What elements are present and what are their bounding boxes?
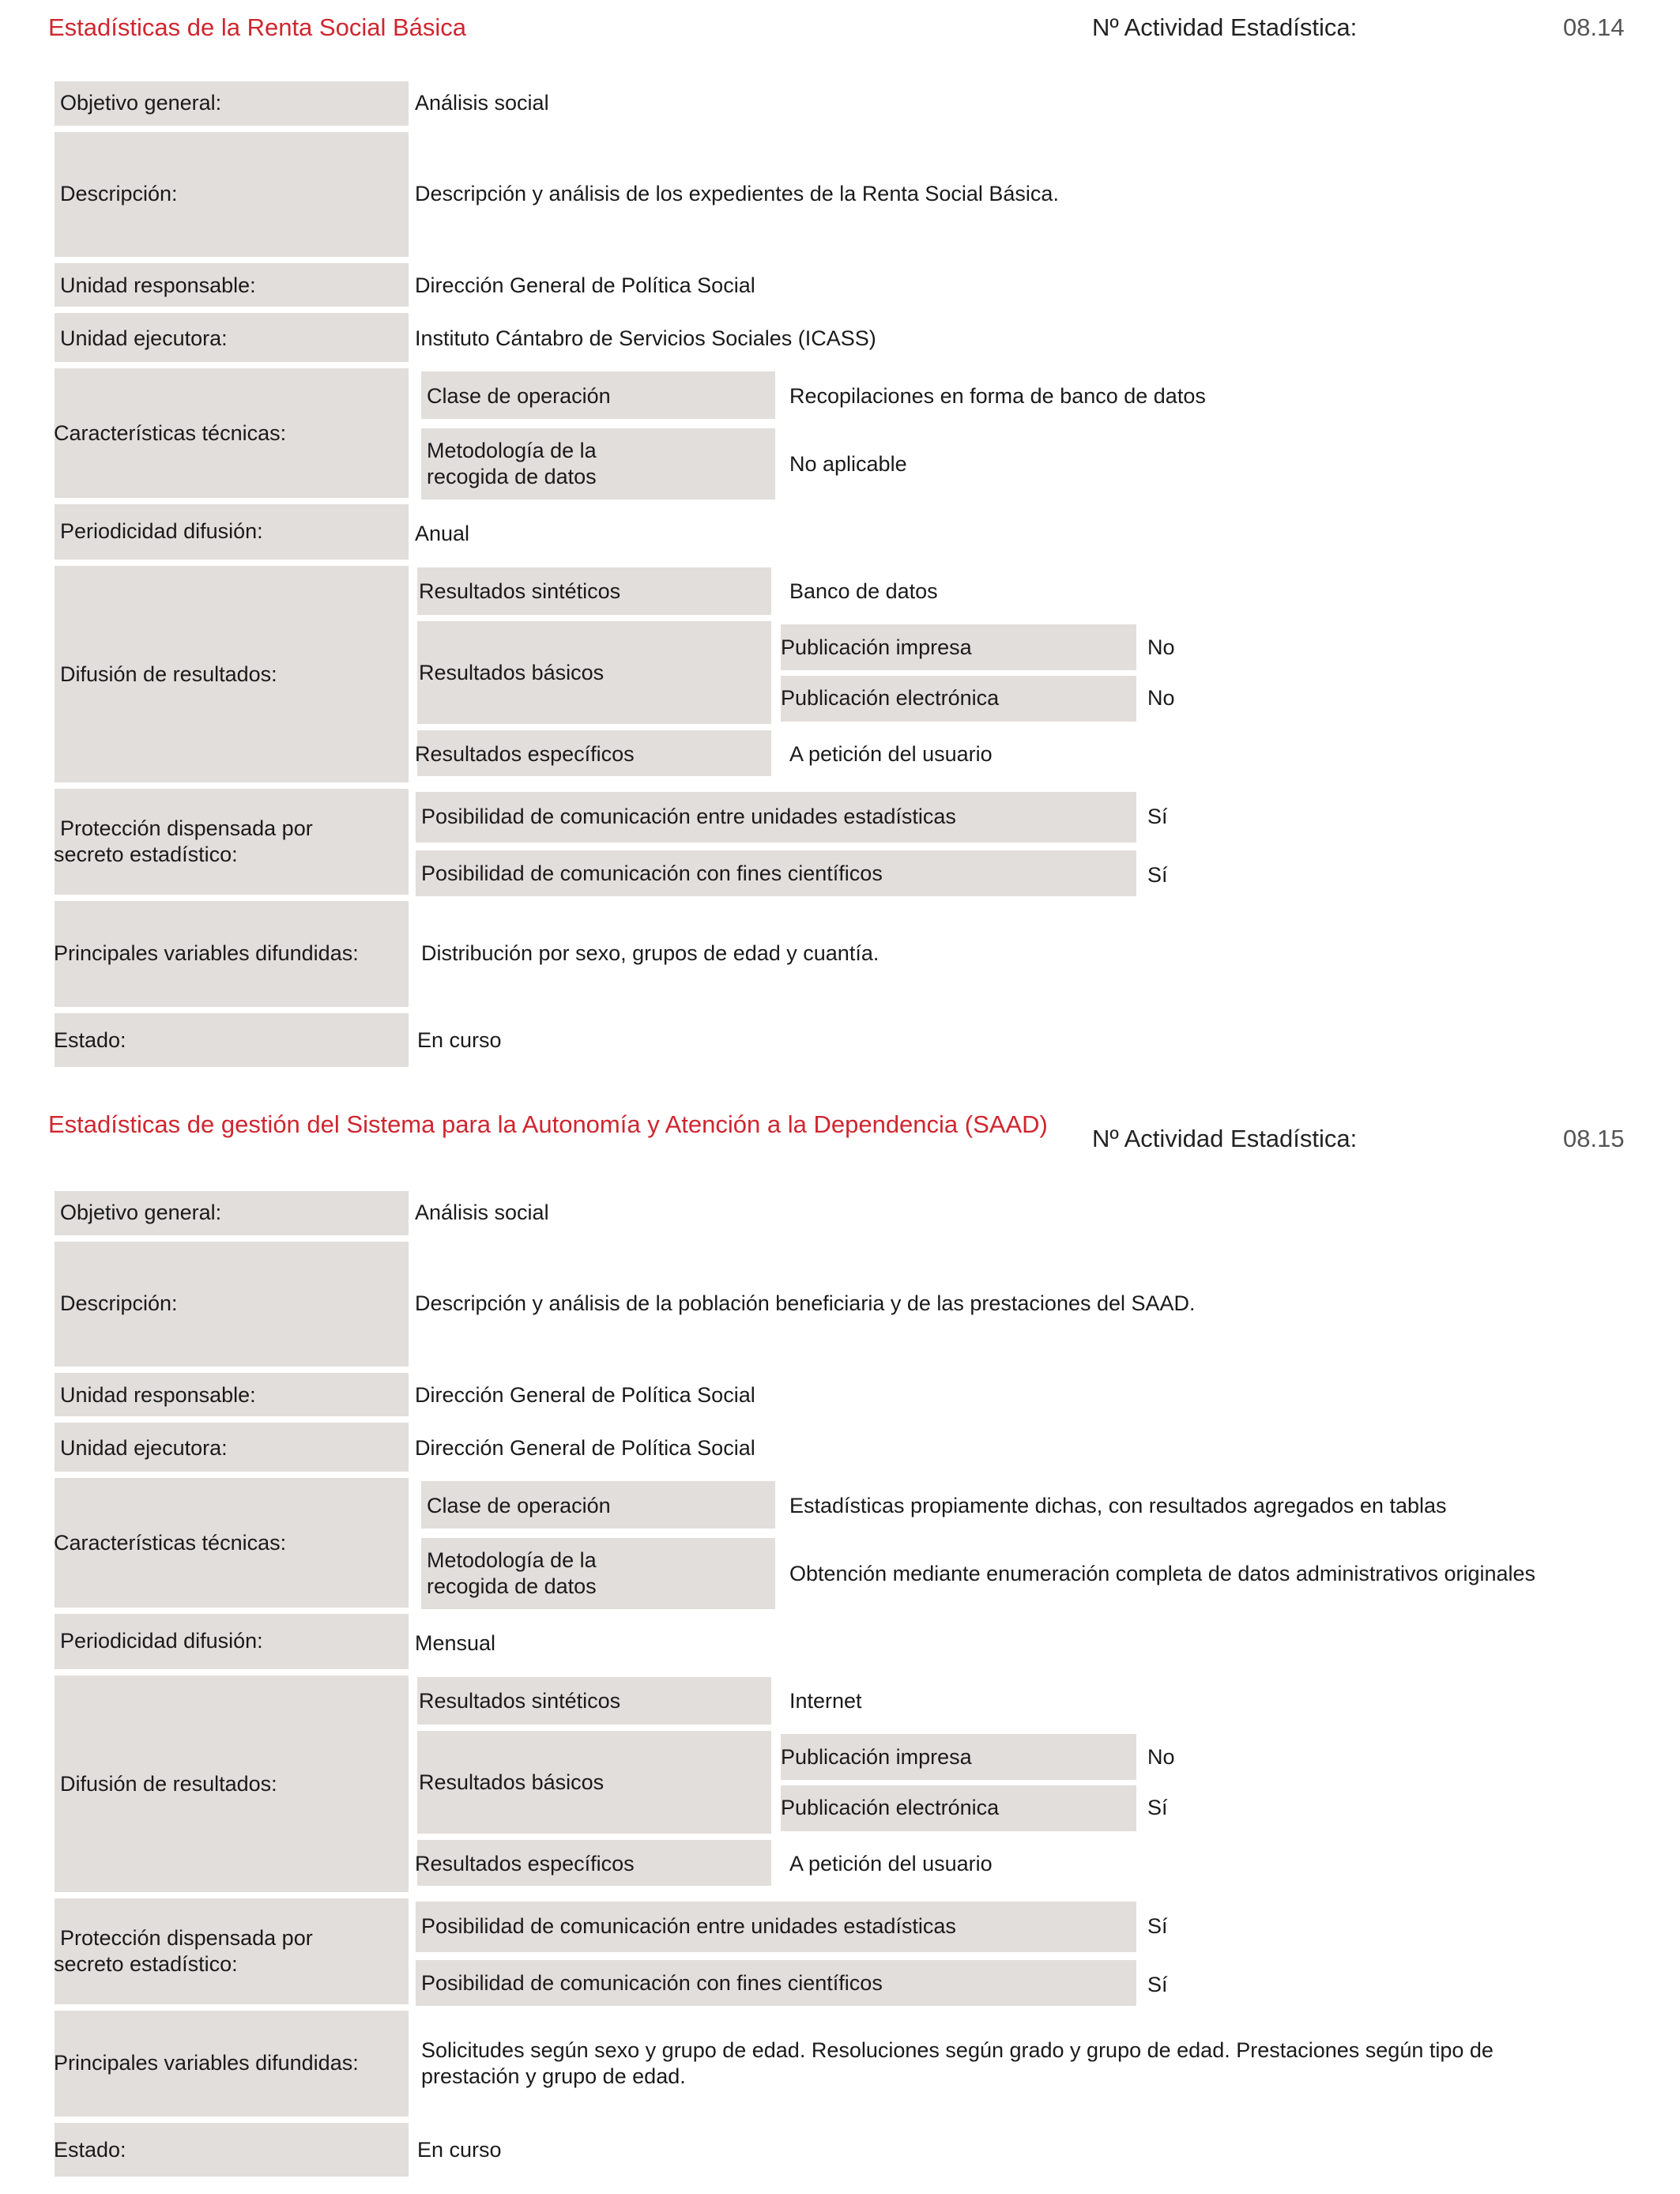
unidad-ejecutora-value: Instituto Cántabro de Servicios Sociales (ICASS) — [415, 326, 876, 350]
section-title: Estadísticas de la Renta Social Básica — [48, 13, 466, 41]
unidad-ejecutora-label: Unidad ejecutora: — [60, 326, 228, 350]
periodicidad-value: Anual — [415, 522, 470, 545]
section-saad — [0, 1110, 1680, 2194]
periodicidad-label: Periodicidad difusión: — [60, 519, 263, 543]
descripcion-value: Descripción y análisis de la población beneficiaria y de las prestaciones del SAAD. — [415, 1291, 1196, 1315]
proteccion-label-line1: Protección dispensada por — [60, 816, 313, 840]
activity-number: 08.15 — [1563, 1125, 1625, 1152]
clase-label: Clase de operación — [427, 384, 611, 408]
especificos-label: Resultados específicos — [415, 742, 635, 766]
estado-value: En curso — [417, 2138, 502, 2162]
proteccion-label-line2: secreto estadístico: — [54, 843, 238, 866]
metodologia-label-line1: Metodología de la — [427, 1548, 597, 1572]
com-cientificos-label: Posibilidad de comunicación con fines científicos — [421, 861, 883, 885]
caracteristicas-label: Características técnicas: — [54, 1531, 287, 1555]
basicos-label: Resultados básicos — [419, 661, 605, 684]
estado-label: Estado: — [54, 2138, 126, 2162]
section-renta-social — [0, 0, 1680, 1091]
com-unidades-value: Sí — [1147, 1914, 1168, 1938]
descripcion-value: Descripción y análisis de los expedientes de la Renta Social Básica. — [415, 182, 1059, 205]
sinteticos-value: Internet — [789, 1689, 862, 1713]
clase-label: Clase de operación — [427, 1494, 611, 1517]
unidad-responsable-value: Dirección General de Política Social — [415, 1383, 755, 1407]
estado-label: Estado: — [54, 1028, 126, 1052]
variables-label: Principales variables difundidas: — [54, 2051, 359, 2075]
com-unidades-label: Posibilidad de comunicación entre unidades estadísticas — [421, 1914, 956, 1938]
sinteticos-label: Resultados sintéticos — [419, 579, 621, 603]
variables-value: Distribución por sexo, grupos de edad y cuantía. — [421, 941, 880, 965]
com-unidades-label: Posibilidad de comunicación entre unidades estadísticas — [421, 805, 956, 828]
activity-number: 08.14 — [1563, 13, 1625, 41]
unidad-responsable-label: Unidad responsable: — [60, 1383, 256, 1407]
descripcion-label: Descripción: — [60, 182, 178, 205]
periodicidad-value: Mensual — [415, 1631, 496, 1655]
difusion-label: Difusión de resultados: — [60, 662, 277, 686]
impresa-label: Publicación impresa — [781, 1745, 972, 1769]
unidad-responsable-label: Unidad responsable: — [60, 273, 256, 297]
variables-label: Principales variables difundidas: — [54, 941, 359, 965]
electronica-label: Publicación electrónica — [781, 686, 1000, 710]
com-unidades-value: Sí — [1147, 805, 1168, 828]
electronica-value: No — [1147, 686, 1175, 710]
objetivo-value: Análisis social — [415, 91, 549, 115]
caracteristicas-label: Características técnicas: — [54, 421, 287, 445]
impresa-label: Publicación impresa — [781, 635, 972, 659]
section-title: Estadísticas de gestión del Sistema para la Autonomía y Atención a la Dependencia (SAAD) — [48, 1110, 1048, 1138]
clase-value: Estadísticas propiamente dichas, con resultados agregados en tablas — [789, 1494, 1447, 1517]
clase-value: Recopilaciones en forma de banco de datos — [789, 384, 1206, 408]
metodologia-label-line2: recogida de datos — [427, 1574, 597, 1598]
variables-value: Solicitudes según sexo y grupo de edad. Resoluciones según grado y grupo de edad. Prestaciones según tipo de prestación y grupo de edad. — [421, 2038, 1494, 2088]
especificos-value: A petición del usuario — [789, 1852, 993, 1875]
activity-label: Nº Actividad Estadística: — [1092, 13, 1358, 41]
basicos-label: Resultados básicos — [419, 1770, 605, 1794]
objetivo-label: Objetivo general: — [60, 91, 222, 115]
sinteticos-label: Resultados sintéticos — [419, 1689, 621, 1713]
unidad-ejecutora-value: Dirección General de Política Social — [415, 1436, 755, 1460]
com-cientificos-value: Sí — [1147, 1973, 1168, 1996]
especificos-label: Resultados específicos — [415, 1852, 635, 1875]
especificos-value: A petición del usuario — [789, 742, 993, 766]
impresa-value: No — [1147, 635, 1175, 659]
descripcion-label: Descripción: — [60, 1291, 178, 1315]
metodologia-label-line2: recogida de datos — [427, 465, 597, 488]
proteccion-label-line2: secreto estadístico: — [54, 1952, 238, 1976]
impresa-value: No — [1147, 1745, 1175, 1769]
com-cientificos-value: Sí — [1147, 863, 1168, 887]
com-cientificos-label: Posibilidad de comunicación con fines científicos — [421, 1971, 883, 1995]
proteccion-label-line1: Protección dispensada por — [60, 1926, 313, 1950]
estado-value: En curso — [417, 1028, 502, 1052]
periodicidad-label: Periodicidad difusión: — [60, 1629, 263, 1653]
difusion-label: Difusión de resultados: — [60, 1772, 277, 1796]
unidad-ejecutora-label: Unidad ejecutora: — [60, 1436, 228, 1460]
metodologia-value: No aplicable — [789, 452, 907, 476]
electronica-label: Publicación electrónica — [781, 1796, 1000, 1819]
electronica-value: Sí — [1147, 1796, 1168, 1819]
objetivo-value: Análisis social — [415, 1201, 549, 1224]
metodologia-label-line1: Metodología de la — [427, 439, 597, 462]
metodologia-value: Obtención mediante enumeración completa de datos administrativos originales — [789, 1562, 1536, 1585]
sinteticos-value: Banco de datos — [789, 579, 938, 603]
objetivo-label: Objetivo general: — [60, 1201, 222, 1224]
unidad-responsable-value: Dirección General de Política Social — [415, 273, 755, 297]
activity-label: Nº Actividad Estadística: — [1092, 1125, 1358, 1152]
